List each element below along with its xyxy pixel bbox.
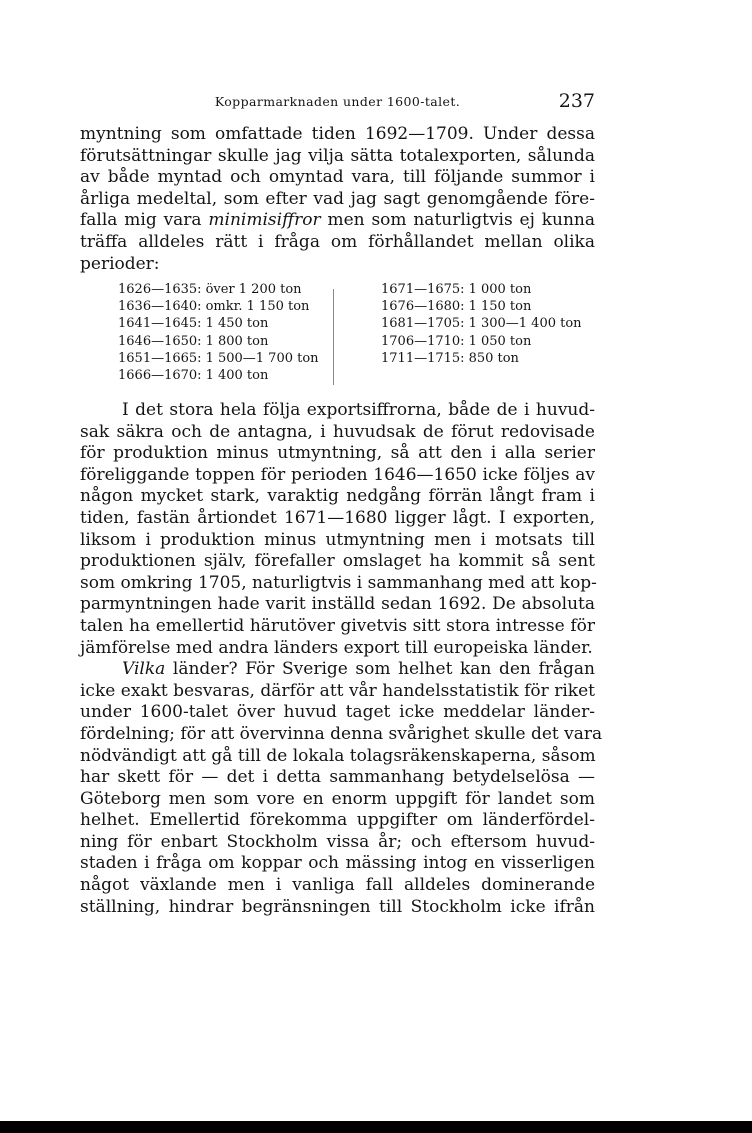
table-column-left xyxy=(118,281,338,384)
text-line: perioder: xyxy=(80,253,160,274)
amount: 1 000 ton xyxy=(468,282,532,297)
text-line: nödvändigt att gå till de lokala tolagsräkenskaperna, såsom xyxy=(80,745,596,766)
table-row xyxy=(381,315,601,332)
table-row xyxy=(118,315,338,332)
period: 1706—1710: xyxy=(381,333,465,349)
text-line: under 1600-talet över huvud taget icke meddelar länder- xyxy=(80,702,595,723)
amount: 1 300—1 400 ton xyxy=(468,316,582,332)
paragraph-1 xyxy=(80,124,595,275)
period: 1681—1705: xyxy=(381,316,465,332)
period: 1636—1640: xyxy=(118,299,202,315)
text-line: parmyntningen hade varit inställd sedan 1692. De absoluta xyxy=(80,594,595,615)
amount: 1 500—1 700 ton xyxy=(205,350,319,366)
text-line: träffa alldeles rätt i fråga om förhållandet mellan olika xyxy=(80,231,595,252)
amount: omkr. 1 150 ton xyxy=(205,299,310,315)
amount: 1 400 ton xyxy=(205,367,269,383)
text-line: fördelning; för att övervinna denna svårighet skulle det vara xyxy=(80,723,603,744)
period: 1666—1670: xyxy=(118,367,202,383)
column-divider xyxy=(333,289,334,385)
table-row xyxy=(118,333,338,350)
period: 1626—1635: xyxy=(118,282,202,297)
text-line: sak säkra och de antagna, i huvudsak de förut redovisade xyxy=(80,421,595,442)
text-line-with-italic xyxy=(80,659,595,681)
amount: 1 050 ton xyxy=(468,333,532,349)
text-line: talen ha emellertid härutöver givetvis sitt stora intresse för xyxy=(80,615,595,636)
text-line: för produktion minus utmyntning, så att den i alla serier xyxy=(80,443,595,464)
text-line: myntning som omfattade tiden 1692—1709. Under dessa xyxy=(80,124,595,144)
text-fragment: falla mig vara minimisiffror men som naturligtvis ej kunna xyxy=(80,210,596,231)
period: 1711—1715: xyxy=(381,350,465,366)
text-line: av både myntad och omyntad vara, till följande summor i xyxy=(80,167,595,188)
text-line: något växlande men i vanliga fall alldeles dominerande xyxy=(80,875,595,896)
text-line: ställning, hindrar begränsningen till Stockholm icke ifrån xyxy=(80,896,595,917)
table-row xyxy=(118,281,338,298)
text-line: ning för enbart Stockholm vissa år; och eftersom huvud- xyxy=(80,831,595,852)
text-line: föreliggande toppen för perioden 1646—1650 icke följes av xyxy=(80,464,595,485)
table-row xyxy=(381,333,601,350)
period: 1646—1650: xyxy=(118,333,202,349)
table-row xyxy=(118,298,338,315)
table-row xyxy=(118,367,338,384)
text-line: tiden, fastän årtiondet 1671—1680 ligger lågt. I exporten, xyxy=(80,507,595,528)
text-line: helhet. Emellertid förekomma uppgifter om länderfördel- xyxy=(80,810,595,831)
text-line: förutsättningar skulle jag vilja sätta totalexporten, sålunda xyxy=(80,145,595,166)
italic-term: minimisiffror xyxy=(208,210,321,231)
amount: 1 800 ton xyxy=(205,333,269,349)
text-line: liksom i produktion minus utmyntning men i motsats till xyxy=(80,529,595,550)
text-line: som omkring 1705, naturligtvis i sammanhang med att kop- xyxy=(80,572,597,593)
table-column-right xyxy=(381,281,601,367)
text-line: I det stora hela följa exportsiffrorna, både de i huvud- xyxy=(122,400,595,420)
text-line: årliga medeltal, som efter vad jag sagt genomgående före- xyxy=(80,188,595,209)
table-row xyxy=(381,350,601,367)
amount: över 1 200 ton xyxy=(205,282,302,297)
italic-term: Vilka xyxy=(122,659,166,680)
amount: 1 450 ton xyxy=(205,316,269,332)
text-line: staden i fråga om koppar och mässing intog en visserligen xyxy=(80,853,595,874)
text-line: jämförelse med andra länders export till europeiska länder. xyxy=(80,637,593,658)
scan-edge-bar xyxy=(0,1121,752,1133)
period: 1641—1645: xyxy=(118,316,202,332)
table-row xyxy=(381,281,601,298)
amount: 1 150 ton xyxy=(468,299,532,315)
running-title: Kopparmarknaden under 1600-talet. xyxy=(214,94,461,109)
text-line-with-italic xyxy=(80,210,595,232)
text-fragment: Vilka länder? För Sverige som helhet kan den frågan xyxy=(122,659,595,680)
table-row xyxy=(118,350,338,367)
table-row xyxy=(381,298,601,315)
paragraph-2 xyxy=(80,400,603,918)
text-line: Göteborg men som vore en enorm uppgift för landet som xyxy=(80,788,595,809)
text-line: har skett för — det i detta sammanhang betydelselösa — xyxy=(80,767,595,788)
page-number: 237 xyxy=(558,90,595,112)
period: 1671—1675: xyxy=(381,282,465,297)
text-line: produktionen själv, förefaller omslaget ha kommit så sent xyxy=(80,551,595,572)
period: 1676—1680: xyxy=(381,299,465,315)
text-line: någon mycket stark, varaktig nedgång förrän långt fram i xyxy=(80,486,595,507)
page-header xyxy=(80,90,595,114)
text-line: icke exakt besvaras, därför att vår handelsstatistik för riket xyxy=(80,680,595,701)
period: 1651—1665: xyxy=(118,350,202,366)
amount: 850 ton xyxy=(468,350,519,366)
